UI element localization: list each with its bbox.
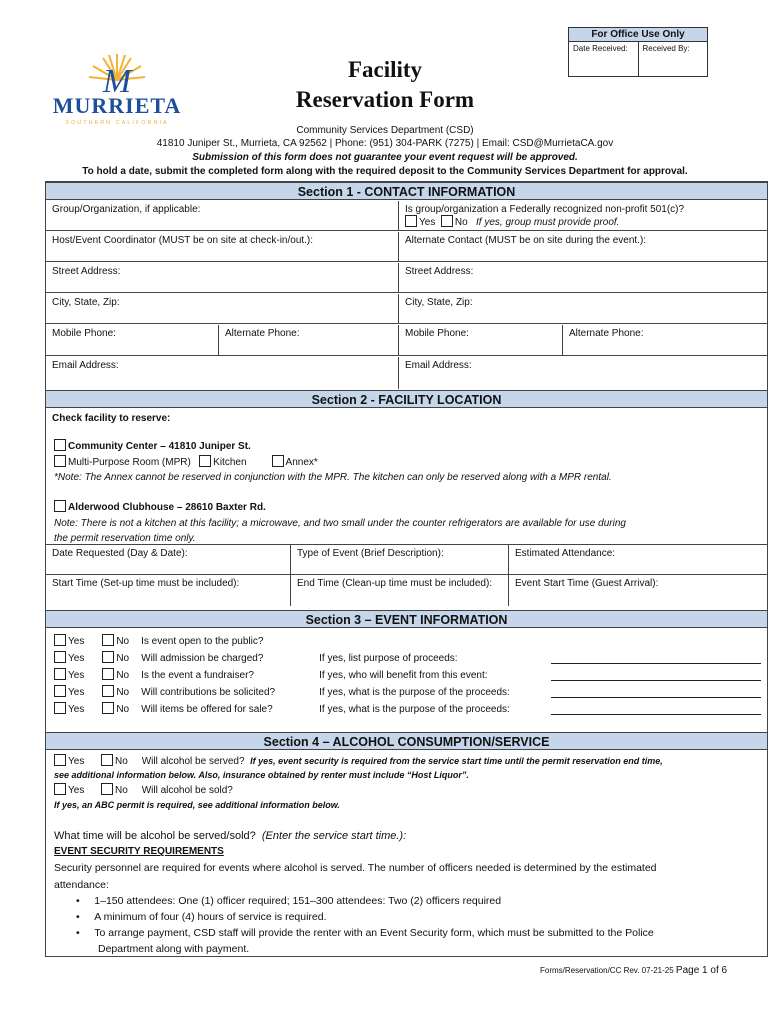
deposit-notice: To hold a date, submit the completed form along with the required deposit to the Community Services Department for approval. [82, 166, 688, 177]
host-field[interactable]: Host/Event Coordinator (MUST be on site at check-in/out.): [52, 235, 314, 246]
svg-text:M: M [102, 63, 132, 100]
alt-street-field[interactable]: Street Address: [398, 263, 767, 292]
received-by-field[interactable]: Received By: [642, 44, 690, 53]
page-number: Page 1 of 6 [675, 965, 728, 976]
event-no-checkbox[interactable] [102, 634, 114, 646]
nonprofit-cell: Is group/organization a Federally recognized non-profit 501(c)? Yes No If yes, group must provide proof. [398, 201, 767, 230]
city-field[interactable]: City, State, Zip: [52, 297, 120, 308]
alcohol-time-row[interactable]: What time will be alcohol be served/sold? (Enter the service start time.): [54, 830, 407, 842]
dept-address: 41810 Juniper St., Murrieta, CA 92562 | Phone: (951) 304-PARK (7275) | Email: CSD@MurrietaCA.gov [156, 138, 614, 149]
event-question: Is the event a fundraiser? [141, 670, 254, 681]
row-date [46, 544, 767, 575]
alcohol-served-yes-checkbox[interactable] [54, 754, 66, 766]
event-question-row: Yes No Is event open to the public? [54, 634, 319, 647]
event-yes-checkbox[interactable] [54, 685, 66, 697]
logo-name: MURRIETA [52, 93, 182, 118]
event-followup-line[interactable] [551, 697, 761, 698]
alderwood-option[interactable]: Alderwood Clubhouse – 28610 Baxter Rd. [54, 500, 266, 513]
alcohol-sold-yes-checkbox[interactable] [54, 783, 66, 795]
dept-name: Community Services Department (CSD) [296, 125, 474, 136]
murrieta-logo [45, 50, 190, 130]
abc-permit-note: If yes, an ABC permit is required, see additional information below. [54, 800, 340, 810]
event-question-row: Yes No Will admission be charged? If yes, list purpose of proceeds: [54, 651, 458, 664]
event-no-checkbox[interactable] [102, 685, 114, 697]
mobile-field[interactable]: Mobile Phone: [52, 328, 116, 339]
security-requirements-heading: EVENT SECURITY REQUIREMENTS [54, 846, 224, 857]
logo-tagline: SOUTHERN CALIFORNIA [65, 120, 169, 126]
event-yes-checkbox[interactable] [54, 702, 66, 714]
check-facility-label: Check facility to reserve: [52, 413, 171, 424]
street-field[interactable]: Street Address: [52, 266, 121, 277]
row-phone [46, 325, 767, 356]
event-followup-line[interactable] [551, 714, 761, 715]
alt-phone-field[interactable]: Alternate Phone: [218, 325, 398, 355]
event-followup-line[interactable] [551, 680, 761, 681]
event-followup-line[interactable] [551, 663, 761, 664]
event-question-row: Yes No Will contributions be solicited? If yes, what is the purpose of the proceeds: [54, 685, 510, 698]
alt-alt-phone-field[interactable]: Alternate Phone: [562, 325, 767, 355]
bullet-1: • 1–150 attendees: One (1) officer required; 151–300 attendees: Two (2) officers required [76, 895, 502, 907]
alderwood-note-1: Note: There is not a kitchen at this facility; a microwave, and two small under the counter refrigerators are available for use during [54, 518, 626, 529]
office-use-box [568, 27, 708, 77]
event-question-row: Yes No Is the event a fundraiser? If yes, who will benefit from this event: [54, 668, 488, 681]
mpr-checkbox[interactable] [54, 455, 66, 467]
disclaimer: Submission of this form does not guarantee your event request will be approved. [192, 152, 578, 163]
group-field[interactable]: Group/Organization, if applicable: [52, 204, 201, 215]
security-text-1: Security personnel are required for events where alcohol is served. The number of officers needed is determined by the estimated [54, 862, 657, 874]
row-city [46, 294, 767, 324]
event-question-row: Yes No Will items be offered for sale? If yes, what is the purpose of the proceeds: [54, 702, 510, 715]
event-question: Will admission be charged? [141, 653, 264, 664]
section-3-header: Section 3 – EVENT INFORMATION [46, 610, 767, 628]
annex-checkbox[interactable] [272, 455, 284, 467]
row-email [46, 357, 767, 389]
event-followup: If yes, what is the purpose of the proceeds: [319, 704, 510, 715]
row-group [46, 201, 767, 231]
bullet-3: • To arrange payment, CSD staff will provide the renter with an Event Security form, which must be submitted to the Police [76, 927, 654, 939]
row-time [46, 575, 767, 606]
alcohol-served-no-checkbox[interactable] [101, 754, 113, 766]
alt-contact-field[interactable]: Alternate Contact (MUST be on site during the event.): [398, 232, 767, 261]
event-question: Is event open to the public? [141, 636, 264, 647]
event-type-field[interactable]: Type of Event (Brief Description): [290, 545, 508, 574]
alt-email-field[interactable]: Email Address: [398, 357, 767, 389]
section-2-header: Section 2 - FACILITY LOCATION [46, 390, 767, 408]
bullet-2: • A minimum of four (4) hours of service is required. [76, 911, 327, 923]
alderwood-checkbox[interactable] [54, 500, 66, 512]
event-yes-checkbox[interactable] [54, 668, 66, 680]
date-received-field[interactable]: Date Received: [569, 42, 639, 76]
mpr-options: Multi-Purpose Room (MPR) Kitchen Annex* [54, 455, 318, 468]
security-text-2: attendance: [54, 879, 109, 891]
office-use-title: For Office Use Only [569, 28, 707, 42]
alt-mobile-field[interactable]: Mobile Phone: [398, 325, 562, 355]
end-time-field[interactable]: End Time (Clean-up time must be included): [290, 575, 508, 606]
date-requested-field[interactable]: Date Requested (Day & Date): [52, 548, 188, 559]
alcohol-sold-no-checkbox[interactable] [101, 783, 113, 795]
row-host [46, 232, 767, 262]
alt-city-field[interactable]: City, State, Zip: [398, 294, 767, 323]
form-title: Facility Reservation Form [295, 57, 475, 112]
start-time-field[interactable]: Start Time (Set-up time must be included): [52, 578, 240, 589]
alcohol-served-note-2: see additional information below. Also, insurance obtained by renter must include “Host Liquor”. [54, 770, 469, 780]
footer [540, 965, 727, 976]
bullet-3-cont: Department along with payment. [98, 943, 250, 955]
event-no-checkbox[interactable] [102, 702, 114, 714]
community-center-checkbox[interactable] [54, 439, 66, 451]
section-1-header: Section 1 - CONTACT INFORMATION [46, 182, 767, 200]
alderwood-note-2: the permit reservation time only. [54, 533, 196, 544]
annex-note: *Note: The Annex cannot be reserved in conjunction with the MPR. The kitchen can only be reserved along with a MPR rental. [54, 472, 612, 483]
row-street [46, 263, 767, 293]
email-field[interactable]: Email Address: [52, 360, 119, 371]
event-no-checkbox[interactable] [102, 651, 114, 663]
nonprofit-yes-checkbox[interactable] [405, 215, 417, 227]
form-body [45, 181, 768, 957]
community-center-option[interactable]: Community Center – 41810 Juniper St. [54, 439, 251, 452]
event-yes-checkbox[interactable] [54, 634, 66, 646]
nonprofit-no-checkbox[interactable] [441, 215, 453, 227]
event-question: Will items be offered for sale? [141, 704, 273, 715]
revision-text: Forms/Reservation/CC Rev. 07-21-25 [540, 966, 674, 975]
event-start-field[interactable]: Event Start Time (Guest Arrival): [508, 575, 767, 606]
event-question: Will contributions be solicited? [141, 687, 276, 698]
event-no-checkbox[interactable] [102, 668, 114, 680]
alcohol-served-row: Yes No Will alcohol be served? If yes, event security is required from the service start time until the permit reservation end time, [54, 754, 663, 767]
event-followup: If yes, what is the purpose of the proceeds: [319, 687, 510, 698]
event-followup: If yes, who will benefit from this event: [319, 670, 488, 681]
alcohol-sold-row: Yes No Will alcohol be sold? [54, 783, 233, 796]
section-4-header: Section 4 – ALCOHOL CONSUMPTION/SERVICE [46, 732, 767, 750]
attendance-field[interactable]: Estimated Attendance: [508, 545, 767, 574]
event-yes-checkbox[interactable] [54, 651, 66, 663]
kitchen-checkbox[interactable] [199, 455, 211, 467]
event-followup: If yes, list purpose of proceeds: [319, 653, 458, 664]
